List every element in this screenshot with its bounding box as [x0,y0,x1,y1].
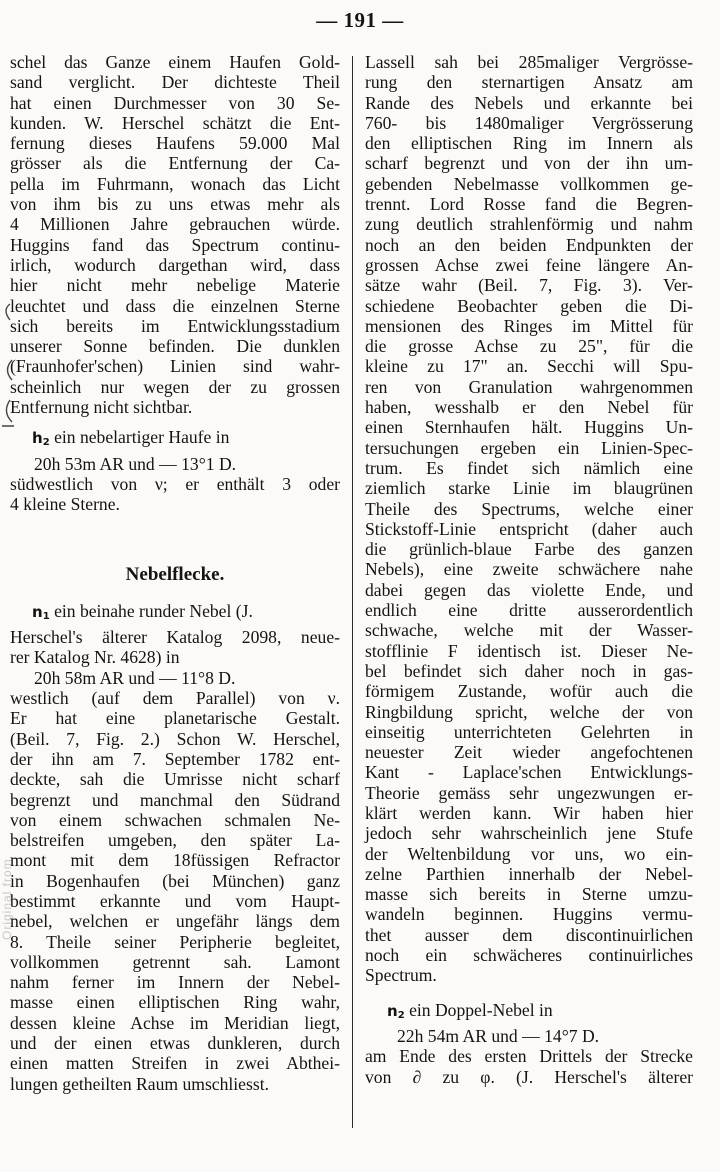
text-line: einseitig unterrichteten Gelehrten in [365,721,693,742]
text-line: von ∂ zu φ. (J. Herschel's älterer [365,1066,693,1087]
text-line: Nebels), eine zweite schwächere nahe [365,559,693,580]
text-line: endlich eine dritte ausserordentlich [365,600,693,621]
entry-n2-first-line: $n_2$ ein Doppel-Nebel in [387,999,553,1021]
text-line: vollkommen getrennt sah. Lamont [10,951,340,972]
text-line: nebel, welchen er ungefähr längs dem [10,911,340,932]
text-line: 760- bis 1480maliger Vergrösserung [365,112,693,133]
text-line: ren von Granulation wahrgenommen [365,376,693,397]
right-column [365,52,693,1087]
text-line: schwache, welche mit der Wasser- [365,620,693,641]
paragraph-ring-nebula [365,52,693,986]
text-line: förmigem Zustande, wofür auch die [365,681,693,702]
text-line: zung deutlich strahlenförmig und nahm [365,214,693,235]
text-line: einen Sternhaufen hält. Huggins Un- [365,417,693,438]
text-line: Rande des Nebels und erkannte bei [365,92,693,113]
text-line: masse einen elliptischen Ring wahr, [10,992,340,1013]
entry-n2-text [365,1046,693,1087]
text-line: neuester Zeit wieder angefochtenen [365,742,693,763]
text-line: jedoch sehr wahrscheinlich jene Stufe [365,823,693,844]
text-line: deckte, sah die Umrisse nicht scharf [10,769,340,790]
paragraph-cluster-description [10,52,340,417]
left-column [10,52,340,1094]
text-line: rung den sternartigen Ansatz am [365,72,693,93]
text-line: dabei gegen das violette Ende, und [365,579,693,600]
text-line: kunden. W. Herschel schätzt die Ent- [10,112,340,133]
text-line: schel das Ganze einem Haufen Gold- [10,52,340,72]
entry-marker-n1: $n_1$ [32,602,50,622]
text-line: rer Katalog Nr. 4628) in [10,647,180,668]
text-line: hat einen Durchmesser von 30 Se- [10,92,340,113]
text-line: südwestlich von ν; er enthält 3 oder [10,473,340,494]
entry-marker-n2: $n_2$ [387,1001,405,1021]
text-line: Herschel's älterer Katalog 2098, neue- [10,627,340,648]
column-divider [352,56,353,1128]
text-line: irlich, wodurch dargethan wird, dass [10,254,340,275]
text-line: trum. Es findet sich nämlich eine [365,457,693,478]
text-line: klärt werden kann. Wir haben hier [365,802,693,823]
text-line: Er hat eine planetarische Gestalt. [10,708,340,729]
entry-h2-text [10,474,340,515]
entry-n1 [10,601,340,1094]
text-line: hier nicht mehr nebelige Materie [10,275,340,296]
entry-n1-catalog-text [10,627,340,668]
text-line: ziemlich starke Linie im blaugrünen [365,478,693,499]
text-line: von einem schwachen schmalen Ne- [10,809,340,830]
text-line: grossen Achse zwei feine längere An- [365,254,693,275]
text-line: leuchtet und dass die einzelnen Sterne [10,295,340,316]
text-line: masse sich bereits in Sterne umzu- [365,884,693,905]
text-line: noch ein schwächeres continuirliches [365,945,693,966]
entry-n2-coordinates: 22h 54m AR und — 14°7 D. [397,1025,600,1046]
text-line: in Bogenhaufen (bei München) ganz [10,870,340,891]
text-line: sand verglicht. Der dichteste Theil [10,72,340,93]
entry-h2 [10,427,340,514]
text-line: und der einen etwas dunkleren, durch [10,1033,340,1054]
text-line: fernung dieses Haufens 59.000 Mal [10,133,340,154]
text-line: unserer Sonne befinden. Die dunklen [10,336,340,357]
text-line: einen matten Streifen in zwei Abthei- [10,1053,340,1074]
text-line: sätze wahr (Beil. 7, Fig. 3). Ver- [365,275,693,296]
text-line: lungen getheilten Raum umschliesst. [10,1073,269,1094]
text-line: Stickstoff-Linie entspricht (daher auch [365,518,693,539]
text-line: dessen kleine Achse im Meridian liegt, [10,1012,340,1033]
text-line: nahm ferner im Innern der Nebel- [10,972,340,993]
text-line: Spectrum. [365,965,437,986]
text-line: die grünlich-blaue Farbe des ganzen [365,539,693,560]
text-line: Ringbildung spricht, welche der von [365,701,693,722]
text-line: der Weltenbildung vor uns, wo ein- [365,843,693,864]
text-line: (Fraunhofer'schen) Linien sind wahr- [10,356,340,377]
text-line: stofflinie F identisch ist. Dieser Ne- [365,640,693,661]
text-line: sich bereits im Entwicklungsstadium [10,315,340,336]
text-line: haben, wesshalb er den Nebel für [365,397,693,418]
text-line: den elliptischen Ring im Innern als [365,133,693,154]
text-line: Theorie gemäss sehr ungezwungen er- [365,782,693,803]
text-line: am Ende des ersten Drittels der Strecke [365,1046,693,1067]
text-line: 8. Theile seiner Peripherie begleitet, [10,931,340,952]
entry-marker-h2: $h_2$ [32,429,50,449]
text-line: 4 Millionen Jahre gebrauchen würde. [10,214,340,235]
text-line: Kant - Laplace'schen Entwicklungs- [365,762,693,783]
text-line: mont mit dem 18füssigen Refractor [10,850,340,871]
text-line: 4 kleine Sterne. [10,494,120,515]
entry-h2-first-line: $h_2$ ein nebelartiger Haufe in [32,427,230,449]
text-line: trennt. Lord Rosse fand die Begren- [365,194,693,215]
entry-h2-coordinates: 20h 53m AR und — 13°1 D. [34,453,237,474]
watermark-text: Original from [0,858,14,940]
text-line: von ihm bis zu uns etwas mehr als [10,194,340,215]
text-line: Huggins fand das Spectrum continu- [10,234,340,255]
entry-n2 [365,1000,693,1087]
text-line: kleine zu 17" an. Secchi will Spu- [365,356,693,377]
text-line: Theile des Spectrums, welche einer [365,498,693,519]
entry-n1-first-line: $n_1$ ein beinahe runder Nebel (J. [32,600,253,622]
text-line: begrenzt und manchmal den Südrand [10,789,340,810]
text-line: Lassell sah bei 285maliger Vergrösse- [365,52,693,72]
text-line: tersuchungen ergeben ein Linien-Spec- [365,437,693,458]
text-line: gebenden Nebelmasse vollkommen ge- [365,173,693,194]
page-number: — 191 — [316,8,404,32]
text-line: die grosse Achse zu 25", für die [365,336,693,357]
entry-n1-description [10,688,340,1094]
text-line: grösser als die Entfernung der Ca- [10,153,340,174]
text-line: westlich (auf dem Parallel) von ν. [10,688,340,709]
text-line: der ihn am 7. September 1782 ent- [10,748,340,769]
text-line: scharf begrenzt und von der ihn um- [365,153,693,174]
text-line: mensionen des Ringes im Mittel für [365,315,693,336]
text-line: belstreifen umgeben, den später La- [10,830,340,851]
text-line: zelne Parthien innerhalb der Nebel- [365,863,693,884]
text-line: schiedene Beobachter geben die Di- [365,295,693,316]
text-line: wandeln beginnen. Huggins vermu- [365,904,693,925]
section-heading: Nebelflecke. [125,563,225,585]
entry-n1-coordinates: 20h 58m AR und — 11°8 D. [34,667,236,688]
text-line: thet ausser dem discontinuirlichen [365,924,693,945]
text-line: bestimmt erkannte und vom Haupt- [10,890,340,911]
text-line: Entfernung nicht sichtbar. [10,397,193,418]
text-line: scheinlich nur wegen der zu grossen [10,376,340,397]
text-line: (Beil. 7, Fig. 2.) Schon W. Herschel, [10,728,340,749]
text-line: noch an den beiden Endpunkten der [365,234,693,255]
text-line: pella im Fuhrmann, wonach das Licht [10,173,340,194]
text-line: bel befindet sich daher noch in gas- [365,660,693,681]
